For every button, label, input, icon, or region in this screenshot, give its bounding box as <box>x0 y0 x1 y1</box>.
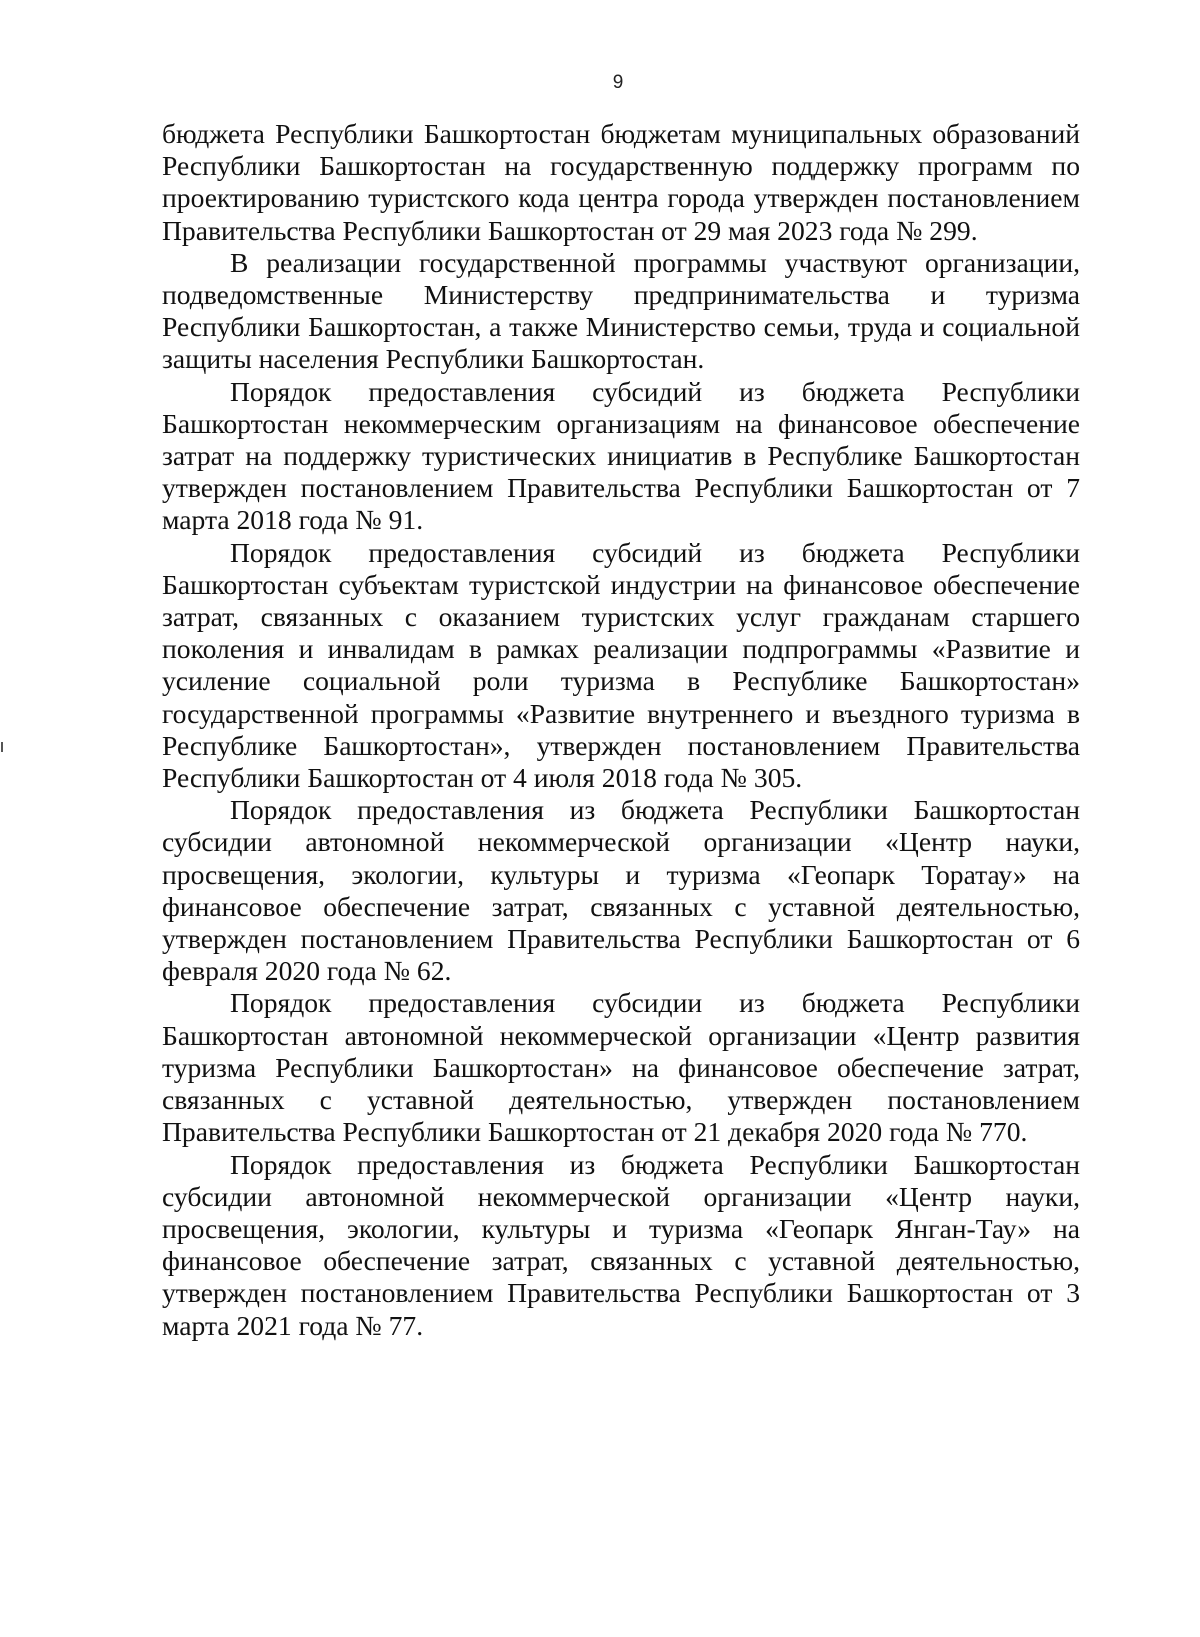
paragraph-program-participants: В реализации государственной программы участвуют организации, подведомственные Министерству предпринимательства и туризма Республики Башкортостан, а также Министерство семьи, труда и социальной защиты населения Республики Башкортостан. <box>162 246 1080 375</box>
paragraph-continuation: бюджета Республики Башкортостан бюджетам муниципальных образований Республики Башкортостан на государственную поддержку программ по проектированию туристского кода центра города утвержден постановлением Правительства Республики Башкортостан от 29 мая 2023 года № 299. <box>162 118 1080 246</box>
paragraph-subsidy-tourism-center: Порядок предоставления субсидии из бюджета Республики Башкортостан автономной некоммерческой организации «Центр развития туризма Республики Башкортостан» на финансовое обеспечение затрат, связанных с уставной деятельностью, утвержден постановлением Правительства Республики Башкортостан от 21 декабря 2020 года № 770. <box>162 987 1080 1148</box>
paragraph-subsidy-geopark-toratau: Порядок предоставления из бюджета Республики Башкортостан субсидии автономной некоммерческой организации «Центр науки, просвещения, экологии, культуры и туризма «Геопарк Торатау» на финансовое обеспечение затрат, связанных с уставной деятельностью, утвержден постановлением Правительства Республики Башкортостан от 6 февраля 2020 года № 62. <box>162 794 1080 987</box>
page-number: 9 <box>612 72 624 93</box>
scan-margin-mark <box>1 742 3 752</box>
paragraph-subsidy-tourism-industry: Порядок предоставления субсидий из бюджета Республики Башкортостан субъектам туристской индустрии на финансовое обеспечение затрат, связанных с оказанием туристских услуг гражданам старшего поколения и инвалидам в рамках реализации подпрограммы «Развитие и усиление социальной роли туризма в Республике Башкортостан» государственной программы «Развитие внутреннего и въездного туризма в Республике Башкортостан», утвержден постановлением Правительства Республики Башкортостан от 4 июля 2018 года № 305. <box>162 536 1080 794</box>
document-body <box>162 118 1080 1342</box>
paragraph-subsidy-tourist-initiatives: Порядок предоставления субсидий из бюджета Республики Башкортостан некоммерческим организациям на финансовое обеспечение затрат на поддержку туристических инициатив в Республике Башкортостан утвержден постановлением Правительства Республики Башкортостан от 7 марта 2018 года № 91. <box>162 375 1080 536</box>
paragraph-subsidy-geopark-yangan-tau: Порядок предоставления из бюджета Республики Башкортостан субсидии автономной некоммерческой организации «Центр науки, просвещения, экологии, культуры и туризма «Геопарк Янган-Тау» на финансовое обеспечение затрат, связанных с уставной деятельностью, утвержден постановлением Правительства Республики Башкортостан от 3 марта 2021 года № 77. <box>162 1148 1080 1341</box>
